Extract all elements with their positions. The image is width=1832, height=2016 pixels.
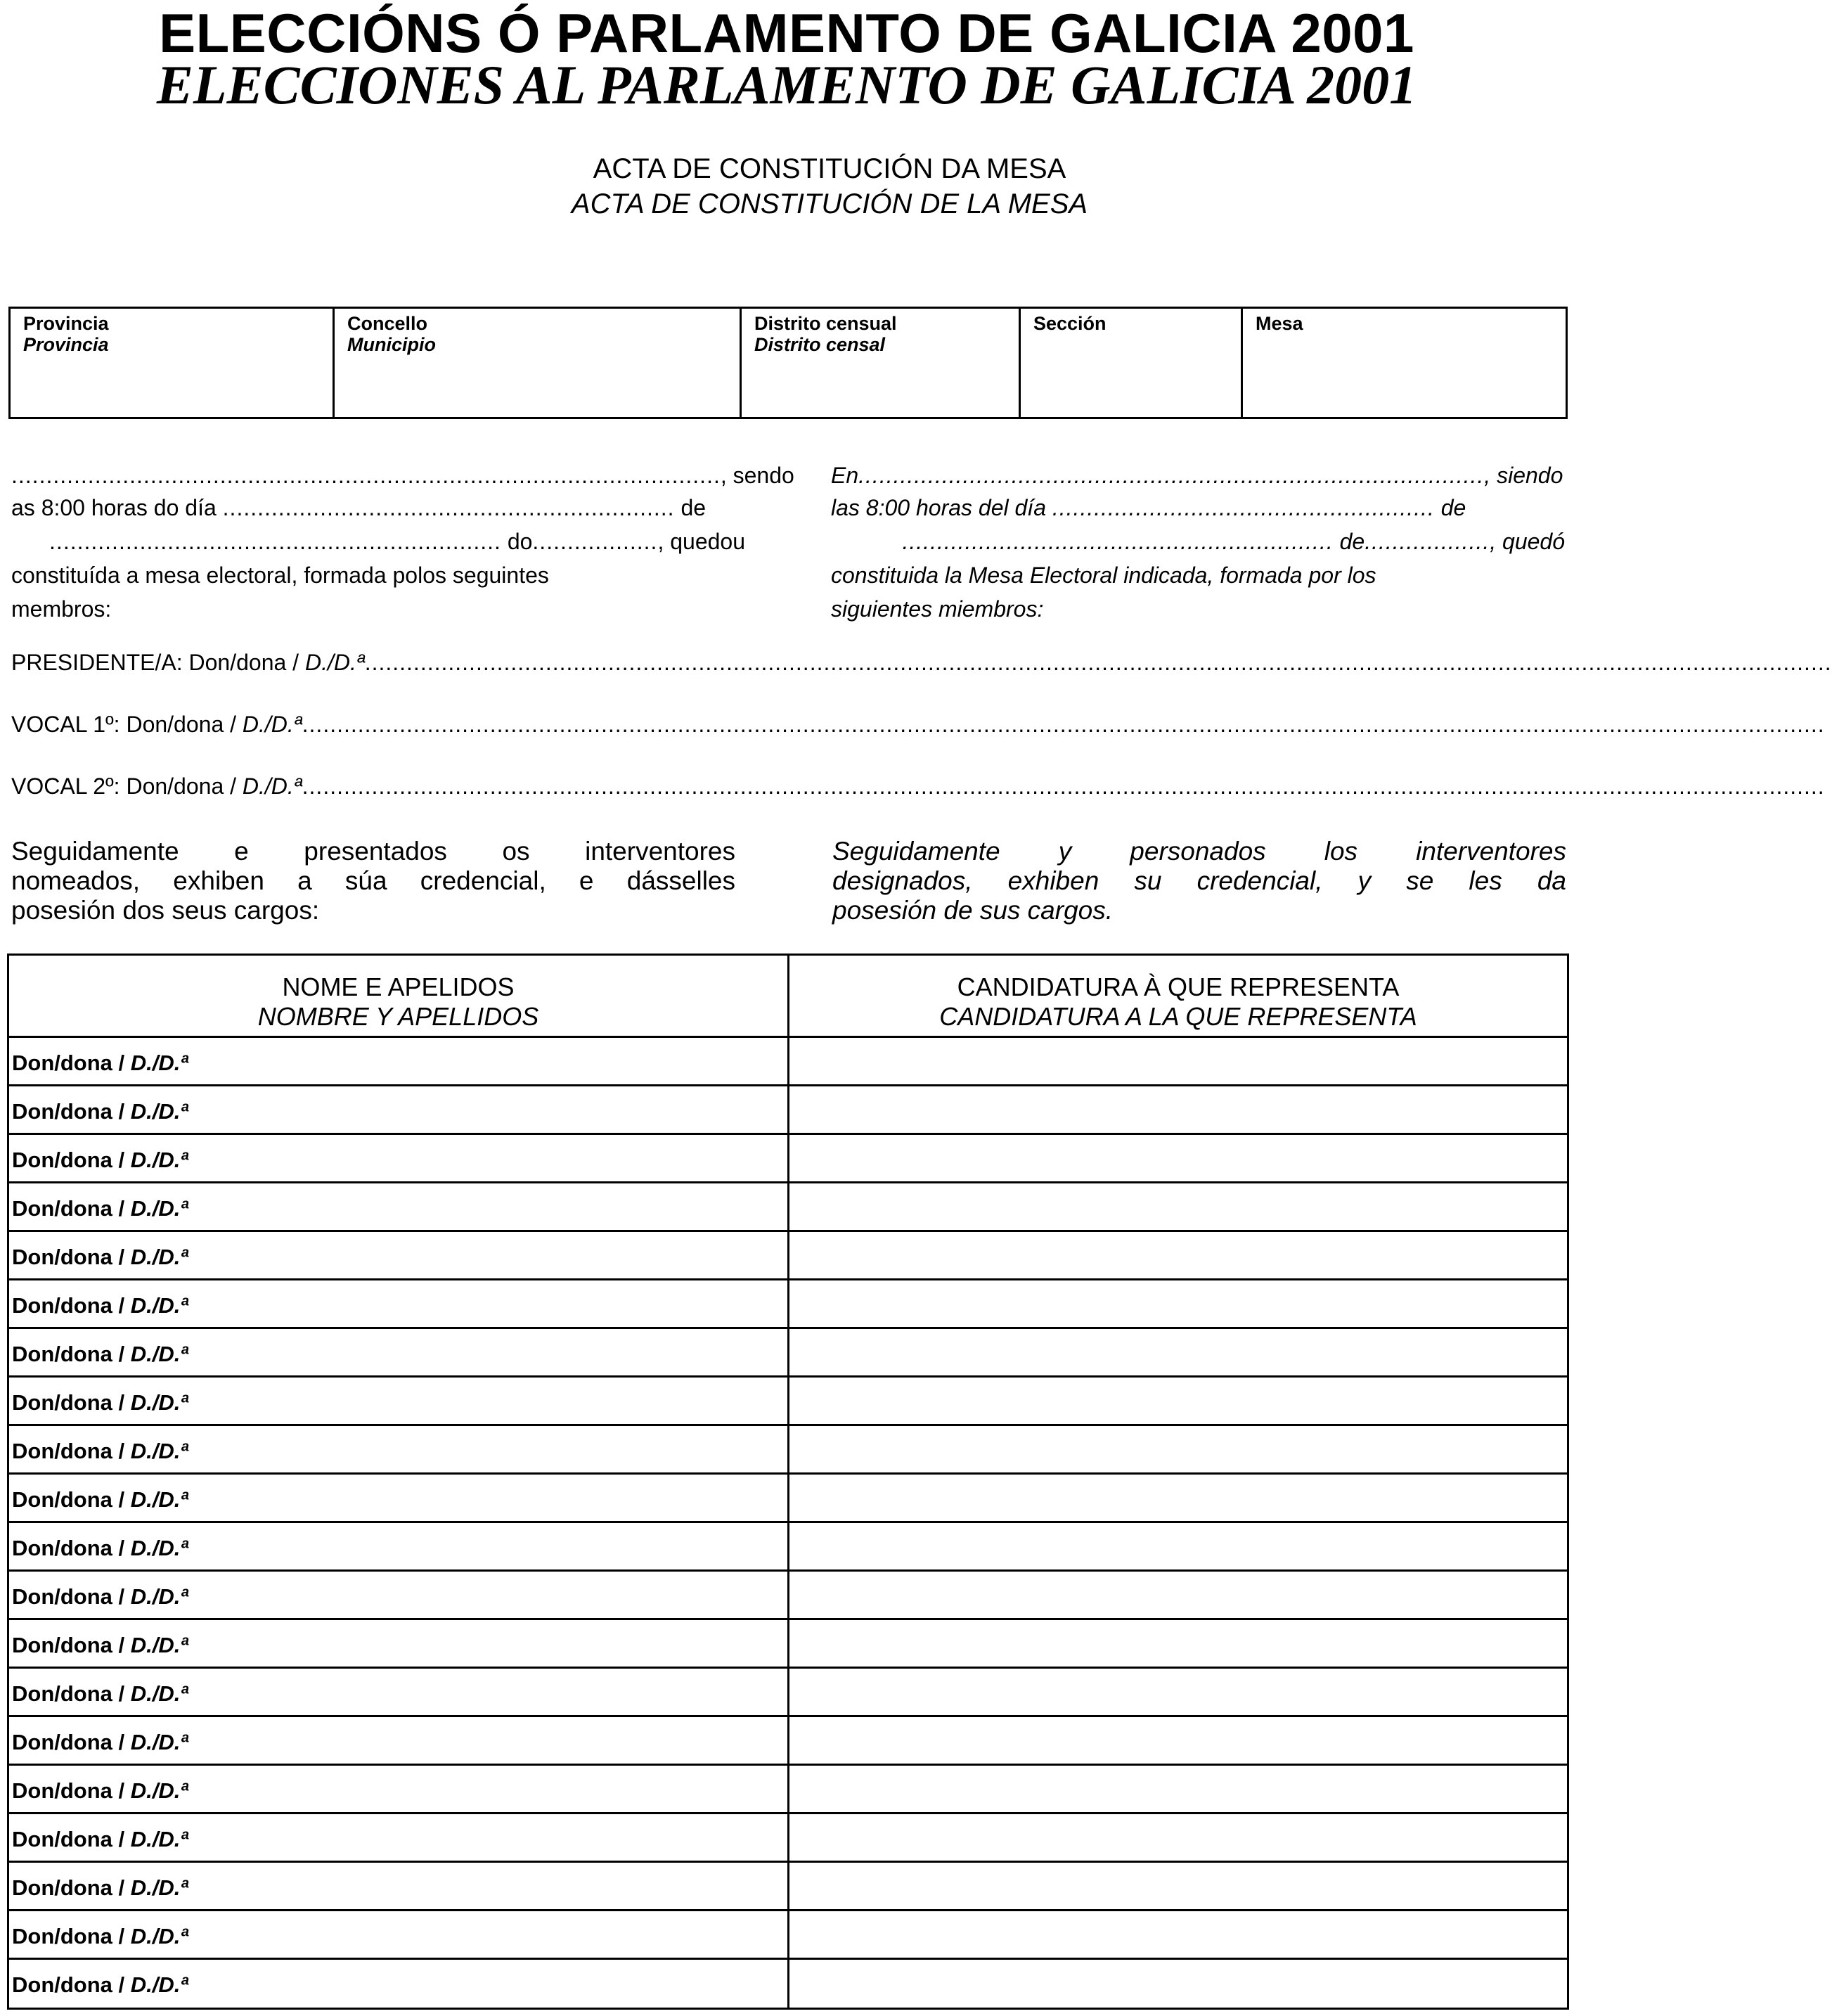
table-row-name-label: Don/dona / D./D.ª bbox=[12, 1972, 188, 1997]
table-header-nome bbox=[9, 956, 787, 1036]
table-row-name-label: Don/dona / D./D.ª bbox=[12, 1487, 188, 1512]
table-row-candidatura-cell[interactable] bbox=[789, 1378, 1567, 1424]
table-row[interactable] bbox=[9, 1715, 1567, 1764]
table-row[interactable] bbox=[9, 1230, 1567, 1278]
interventores-table bbox=[7, 954, 1569, 2010]
field-provincia-label-es: Provincia bbox=[23, 334, 109, 355]
table-row-candidatura-cell[interactable] bbox=[789, 1086, 1567, 1133]
intro-es-line-3[interactable]: .............................................................. de.................., quedó bbox=[902, 529, 1565, 554]
table-row[interactable] bbox=[9, 1861, 1567, 1909]
table-header-candidatura-es: CANDIDATURA A LA QUE REPRESENTA bbox=[939, 1002, 1417, 1031]
table-row-candidatura-cell[interactable] bbox=[789, 1232, 1567, 1278]
table-row-candidatura-cell[interactable] bbox=[789, 1669, 1567, 1715]
table-row-candidatura-cell[interactable] bbox=[789, 1814, 1567, 1861]
table-row-name-label: Don/dona / D./D.ª bbox=[12, 1293, 188, 1318]
table-row-candidatura-cell[interactable] bbox=[789, 1911, 1567, 1958]
header-fields-box bbox=[8, 307, 1568, 419]
table-row[interactable] bbox=[9, 1521, 1567, 1569]
field-mesa-label: Mesa bbox=[1256, 313, 1303, 334]
table-row-name-label: Don/dona / D./D.ª bbox=[12, 1342, 188, 1366]
table-row-name-label: Don/dona / D./D.ª bbox=[12, 1099, 188, 1124]
table-row-name-label: Don/dona / D./D.ª bbox=[12, 1536, 188, 1560]
interventores-text-gl: Seguidamente e presentados os interventores nomeados, exhiben a súa credencial, e dásselles posesión dos seus cargos: bbox=[11, 837, 735, 925]
table-row-name-label: Don/dona / D./D.ª bbox=[12, 1875, 188, 1900]
field-distrito[interactable] bbox=[740, 309, 1019, 417]
interventores-text-es: Seguidamente y personados los interventores designados, exhiben su credencial, y se les da posesión de sus cargos. bbox=[832, 837, 1566, 925]
table-row-candidatura-cell[interactable] bbox=[789, 1960, 1567, 2006]
member-presidente[interactable]: PRESIDENTE/A: Don/dona / D./D.ª................................................................................................................................................................................................................... bbox=[11, 650, 1832, 675]
table-row[interactable] bbox=[9, 1278, 1567, 1327]
table-row[interactable] bbox=[9, 1181, 1567, 1230]
table-row-candidatura-cell[interactable] bbox=[789, 1620, 1567, 1667]
table-row-name-label: Don/dona / D./D.ª bbox=[12, 1924, 188, 1948]
table-row[interactable] bbox=[9, 1084, 1567, 1133]
table-row-candidatura-cell[interactable] bbox=[789, 1523, 1567, 1569]
field-distrito-label: Distrito censual bbox=[754, 313, 897, 334]
table-row-name-label: Don/dona / D./D.ª bbox=[12, 1778, 188, 1803]
table-row-candidatura-cell[interactable] bbox=[789, 1766, 1567, 1812]
table-row-candidatura-cell[interactable] bbox=[789, 1475, 1567, 1521]
field-provincia-label: Provincia bbox=[23, 313, 109, 334]
member-vocal-2[interactable]: VOCAL 2º: Don/dona / D./D.ª........................................................................................................................................................................................................................... bbox=[11, 773, 1825, 799]
table-row-name-label: Don/dona / D./D.ª bbox=[12, 1390, 188, 1415]
title-spanish: ELECCIONES AL PARLAMENTO DE GALICIA 2001 bbox=[156, 54, 1417, 115]
table-row-candidatura-cell[interactable] bbox=[789, 1038, 1567, 1084]
table-row-candidatura-cell[interactable] bbox=[789, 1183, 1567, 1230]
intro-es-line-2[interactable]: las 8:00 horas del día ....................................................... de bbox=[831, 495, 1466, 520]
field-seccion[interactable] bbox=[1019, 309, 1241, 417]
table-row-name-label: Don/dona / D./D.ª bbox=[12, 1245, 188, 1269]
intro-gl-line-4: constituída a mesa electoral, formada polos seguintes bbox=[11, 563, 549, 588]
intro-gl-line-1[interactable]: ......................................................................................................, sendo bbox=[11, 463, 794, 488]
intro-es-line-1[interactable]: En.........................................................................................., siendo bbox=[831, 463, 1563, 488]
table-row-candidatura-cell[interactable] bbox=[789, 1135, 1567, 1181]
table-row-name-label: Don/dona / D./D.ª bbox=[12, 1051, 188, 1075]
table-row-name-label: Don/dona / D./D.ª bbox=[12, 1196, 188, 1221]
table-row[interactable] bbox=[9, 1958, 1567, 2006]
table-row[interactable] bbox=[9, 1036, 1567, 1084]
table-header-nome-gl: NOME E APELIDOS bbox=[282, 972, 515, 1001]
table-row-name-label: Don/dona / D./D.ª bbox=[12, 1148, 188, 1172]
intro-es-line-5: siguientes miembros: bbox=[831, 596, 1044, 622]
table-row-candidatura-cell[interactable] bbox=[789, 1572, 1567, 1618]
table-row[interactable] bbox=[9, 1618, 1567, 1667]
table-row-candidatura-cell[interactable] bbox=[789, 1426, 1567, 1472]
table-row-name-label: Don/dona / D./D.ª bbox=[12, 1827, 188, 1851]
table-row[interactable] bbox=[9, 1667, 1567, 1715]
table-row-candidatura-cell[interactable] bbox=[789, 1717, 1567, 1764]
field-concello[interactable] bbox=[333, 309, 740, 417]
field-concello-label-es: Municipio bbox=[347, 334, 436, 355]
table-row[interactable] bbox=[9, 1812, 1567, 1861]
table-row[interactable] bbox=[9, 1375, 1567, 1424]
title-galician: ELECCIÓNS Ó PARLAMENTO DE GALICIA 2001 bbox=[159, 2, 1414, 64]
member-vocal-1[interactable]: VOCAL 1º: Don/dona / D./D.ª........................................................................................................................................................................................................................... bbox=[11, 712, 1825, 737]
table-row[interactable] bbox=[9, 1424, 1567, 1472]
table-row-name-label: Don/dona / D./D.ª bbox=[12, 1633, 188, 1657]
intro-gl-line-3[interactable]: ................................................................. do.................., quedou bbox=[49, 529, 745, 554]
field-mesa[interactable] bbox=[1241, 309, 1566, 417]
field-distrito-label-es: Distrito censal bbox=[754, 334, 886, 355]
table-row[interactable] bbox=[9, 1472, 1567, 1521]
field-concello-label: Concello bbox=[347, 313, 428, 334]
intro-gl-line-2[interactable]: as 8:00 horas do día ................................................................. de bbox=[11, 495, 707, 520]
table-row-candidatura-cell[interactable] bbox=[789, 1280, 1567, 1327]
table-row-candidatura-cell[interactable] bbox=[789, 1863, 1567, 1909]
table-row-name-label: Don/dona / D./D.ª bbox=[12, 1439, 188, 1463]
table-row[interactable] bbox=[9, 1909, 1567, 1958]
subtitle-spanish: ACTA DE CONSTITUCIÓN DE LA MESA bbox=[571, 188, 1088, 219]
table-header-candidatura-gl: CANDIDATURA À QUE REPRESENTA bbox=[957, 972, 1400, 1001]
table-header-candidatura bbox=[789, 956, 1567, 1036]
table-row[interactable] bbox=[9, 1327, 1567, 1375]
table-row[interactable] bbox=[9, 1133, 1567, 1181]
intro-gl-line-5: membros: bbox=[11, 596, 112, 622]
subtitle-galician: ACTA DE CONSTITUCIÓN DA MESA bbox=[593, 153, 1066, 184]
table-row-candidatura-cell[interactable] bbox=[789, 1329, 1567, 1375]
table-header-nome-es: NOMBRE Y APELLIDOS bbox=[257, 1002, 539, 1031]
table-row-name-label: Don/dona / D./D.ª bbox=[12, 1681, 188, 1706]
table-row-name-label: Don/dona / D./D.ª bbox=[12, 1730, 188, 1754]
intro-es-line-4: constituida la Mesa Electoral indicada, formada por los bbox=[831, 563, 1376, 588]
field-provincia[interactable] bbox=[11, 309, 333, 417]
field-seccion-label: Sección bbox=[1033, 313, 1107, 334]
table-row[interactable] bbox=[9, 1764, 1567, 1812]
table-row-name-label: Don/dona / D./D.ª bbox=[12, 1584, 188, 1609]
table-row[interactable] bbox=[9, 1569, 1567, 1618]
